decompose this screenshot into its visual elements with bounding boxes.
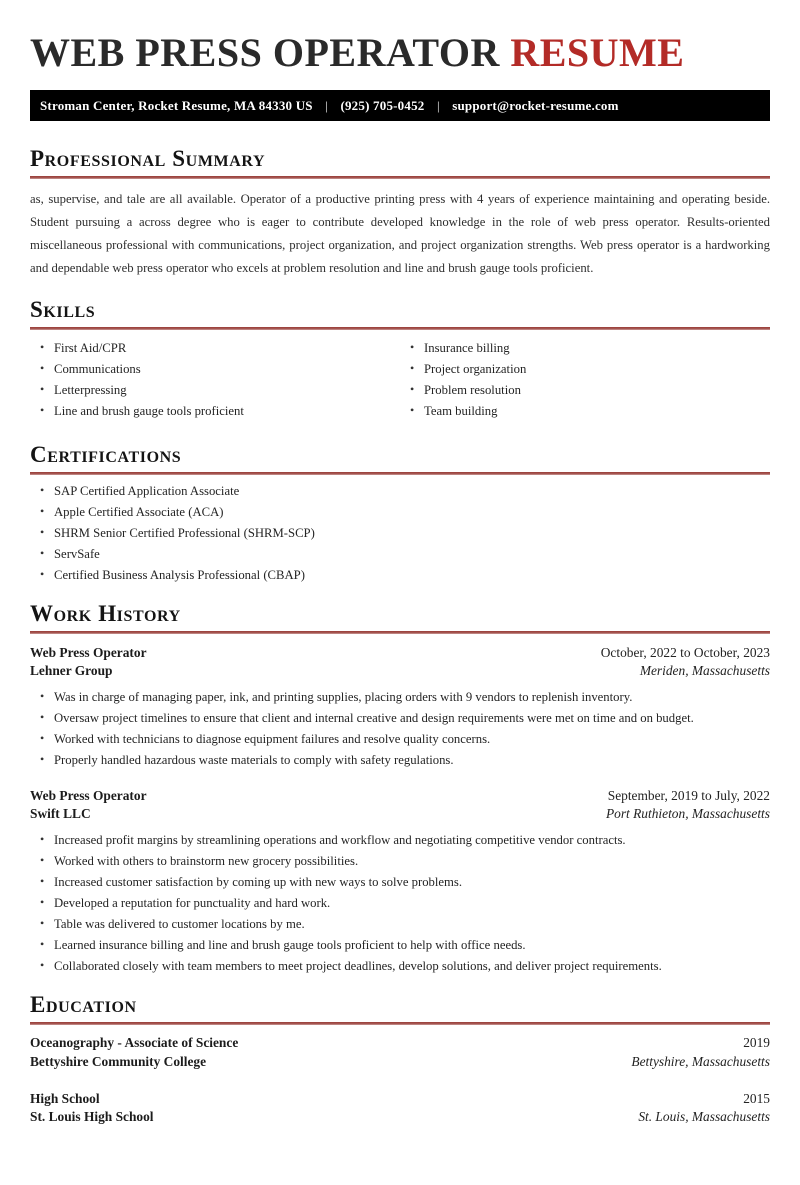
job-company: Lehner Group (30, 663, 113, 679)
contact-bar (30, 90, 770, 121)
job-row (30, 644, 770, 662)
education-row (30, 1090, 770, 1108)
work-history-heading: Work History (30, 600, 181, 626)
section-certifications (30, 442, 770, 584)
job-entry-1 (30, 644, 770, 769)
education-heading: Education (30, 992, 137, 1018)
certifications-list (30, 484, 770, 583)
resume-title-spacer (500, 30, 511, 75)
section-rule (30, 472, 770, 475)
education-entry-1 (30, 1034, 770, 1070)
education-row (30, 1108, 770, 1126)
edu-degree: High School (30, 1090, 100, 1106)
certifications-heading: Certifications (30, 441, 182, 467)
contact-divider: | (325, 98, 328, 113)
skill-item: • First Aid/CPR (30, 341, 400, 356)
job-row (30, 805, 770, 823)
section-skills (30, 297, 770, 425)
edu-location: St. Louis, Massachusetts (638, 1108, 770, 1124)
edu-location: Bettyshire, Massachusetts (631, 1053, 770, 1069)
contact-address: Stroman Center, Rocket Resume, MA 84330 US (40, 98, 313, 113)
edu-year: 2019 (743, 1035, 770, 1051)
job-row (30, 662, 770, 680)
job-bullet: • Increased profit margins by streamlining operations and workflow and negotiating competitive vendor contracts. (30, 833, 770, 848)
skills-list-right (400, 341, 770, 425)
skill-item: • Letterpressing (30, 383, 400, 398)
contact-phone: (925) 705-0452 (340, 98, 425, 113)
job-title: Web Press Operator (30, 644, 147, 660)
job-dates: October, 2022 to October, 2023 (600, 644, 770, 660)
job-row (30, 787, 770, 805)
edu-year: 2015 (743, 1090, 770, 1106)
skill-item: • Communications (30, 362, 400, 377)
section-work-history (30, 601, 770, 975)
job-location: Port Ruthieton, Massachusetts (605, 805, 770, 821)
skill-item: • Problem resolution (400, 383, 770, 398)
skill-item: • Project organization (400, 362, 770, 377)
skill-item: • Line and brush gauge tools proficient (30, 404, 400, 419)
contact-divider: | (436, 98, 440, 113)
job-bullet: • Learned insurance billing and line and brush gauge tools proficient to help with office needs. (30, 938, 770, 953)
cert-item: • ServSafe (30, 547, 770, 562)
skill-item: • Team building (400, 404, 770, 419)
skill-item: • Insurance billing (400, 341, 770, 356)
job-dates: September, 2019 to July, 2022 (607, 787, 770, 803)
edu-school: Bettyshire Community College (30, 1053, 207, 1069)
job-bullet-list (30, 833, 770, 974)
section-rule (30, 327, 770, 330)
resume-title-main: WEB PRESS OPERATOR (30, 30, 500, 75)
contact-email: support@rocket-resume.com (452, 98, 619, 113)
section-rule (30, 1022, 770, 1025)
section-professional-summary (30, 146, 770, 280)
job-bullet: • Developed a reputation for punctuality and hard work. (30, 896, 770, 911)
education-entry-2 (30, 1090, 770, 1126)
job-bullet: • Increased customer satisfaction by coming up with new ways to solve problems. (30, 875, 770, 890)
job-location: Meriden, Massachusetts (639, 663, 770, 679)
education-row (30, 1034, 770, 1052)
job-bullet: • Collaborated closely with team members to meet project deadlines, develop solutions, and deliver project requirements. (30, 959, 770, 974)
section-rule (30, 176, 770, 179)
summary-heading: Professional Summary (30, 146, 266, 171)
cert-item: • Certified Business Analysis Professional (CBAP) (30, 568, 770, 583)
skills-list-left (30, 341, 400, 425)
job-bullet: • Oversaw project timelines to ensure that client and internal creative and design requirements were met on time and on budget. (30, 711, 770, 726)
cert-item: • SAP Certified Application Associate (30, 484, 770, 499)
resume-title (30, 32, 770, 74)
skills-heading: Skills (30, 296, 96, 322)
section-rule (30, 631, 770, 634)
job-bullet: • Properly handled hazardous waste materials to comply with safety regulations. (30, 753, 770, 768)
job-bullet: • Worked with others to brainstorm new grocery possibilities. (30, 854, 770, 869)
cert-item: • Apple Certified Associate (ACA) (30, 505, 770, 520)
job-bullet: • Worked with technicians to diagnose equipment failures and resolve quality concerns. (30, 732, 770, 747)
job-bullet: • Was in charge of managing paper, ink, and printing supplies, placing orders with 9 vendors to replenish inventory. (30, 690, 770, 705)
summary-text: as, supervise, and tale are all available. Operator of a productive printing press with 4 years of experience maintaining and operating beside. Student pursuing a across degree who is eager to contribute developed knowledge in the role of web press operator. Results-oriented miscellaneous professional with communications, project organization, and project organization strengths. Web press operator is a hardworking and dependable web press operator who excels at problem resolution and line and brush gauge tools proficient. (30, 192, 770, 275)
skills-columns (30, 339, 770, 425)
edu-degree: Oceanography - Associate of Science (30, 1035, 239, 1051)
job-title: Web Press Operator (30, 787, 147, 803)
section-education (30, 992, 770, 1126)
job-entry-2 (30, 787, 770, 975)
resume-title-accent: RESUME (510, 30, 685, 75)
education-row (30, 1053, 770, 1071)
job-bullet: • Table was delivered to customer locations by me. (30, 917, 770, 932)
job-company: Swift LLC (30, 805, 91, 821)
cert-item: • SHRM Senior Certified Professional (SHRM-SCP) (30, 526, 770, 541)
edu-school: St. Louis High School (30, 1108, 154, 1124)
job-bullet-list (30, 690, 770, 768)
